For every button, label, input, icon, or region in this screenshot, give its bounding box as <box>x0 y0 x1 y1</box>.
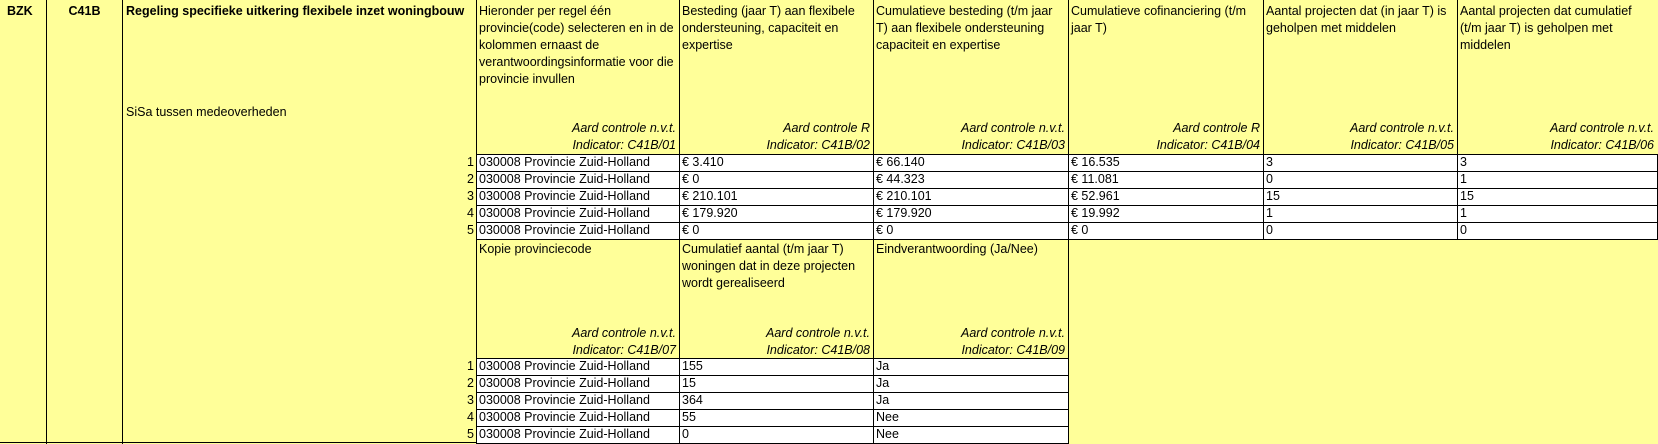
control-label: Aard controle n.v.t. <box>766 326 870 340</box>
control-label: Aard controle n.v.t. <box>572 326 676 340</box>
province-cell[interactable]: 030008 Provincie Zuid-Holland <box>476 188 680 206</box>
regulation-subtitle: SiSa tussen medeoverheden <box>126 105 287 119</box>
input-cell[interactable]: € 0 <box>679 222 874 240</box>
input-cell[interactable]: € 0 <box>873 222 1069 240</box>
input-cell[interactable]: € 0 <box>1068 222 1264 240</box>
input-cell[interactable]: € 66.140 <box>873 154 1069 172</box>
control-label: Aard controle R <box>1173 121 1260 135</box>
header-besteding: Besteding (jaar T) aan flexibele ondersteuning, capaciteit en expertise <box>682 4 855 52</box>
province-cell[interactable]: 030008 Provincie Zuid-Holland <box>476 426 680 444</box>
province-cell[interactable]: 030008 Provincie Zuid-Holland <box>476 392 680 410</box>
input-cell[interactable]: € 52.961 <box>1068 188 1264 206</box>
control-label: Aard controle n.v.t. <box>961 326 1065 340</box>
input-cell[interactable]: € 179.920 <box>873 205 1069 223</box>
input-cell[interactable]: 0 <box>1263 171 1458 189</box>
input-cell[interactable]: 0 <box>1457 222 1658 240</box>
input-cell[interactable]: € 11.081 <box>1068 171 1264 189</box>
input-cell[interactable]: 15 <box>1457 188 1658 206</box>
control-label: Aard controle n.v.t. <box>961 121 1065 135</box>
input-cell[interactable]: Ja <box>873 375 1069 393</box>
indicator-label: Indicator: C41B/03 <box>961 138 1065 152</box>
header-projecten-jaar: Aantal projecten dat (in jaar T) is geholpen met middelen <box>1266 4 1447 35</box>
input-cell[interactable]: € 210.101 <box>679 188 874 206</box>
column-divider <box>1068 238 1069 359</box>
row-number: 5 <box>467 427 474 441</box>
input-cell[interactable]: Nee <box>873 426 1069 444</box>
input-cell[interactable]: 0 <box>679 426 874 444</box>
control-label: Aard controle n.v.t. <box>572 121 676 135</box>
province-cell[interactable]: 030008 Provincie Zuid-Holland <box>476 154 680 172</box>
input-cell[interactable]: 364 <box>679 392 874 410</box>
input-cell[interactable]: 155 <box>679 358 874 376</box>
province-cell[interactable]: 030008 Provincie Zuid-Holland <box>476 222 680 240</box>
row-number: 2 <box>467 172 474 186</box>
control-label: Aard controle n.v.t. <box>1550 121 1654 135</box>
input-cell[interactable]: 0 <box>1263 222 1458 240</box>
column-divider <box>46 0 47 444</box>
indicator-label: Indicator: C41B/05 <box>1350 138 1454 152</box>
indicator-label: Indicator: C41B/02 <box>766 138 870 152</box>
input-cell[interactable]: 3 <box>1457 154 1658 172</box>
header-cumulatief-woningen: Cumulatief aantal (t/m jaar T) woningen dat in deze projecten wordt gerealiseerd <box>682 242 856 290</box>
input-cell[interactable]: 15 <box>1263 188 1458 206</box>
column-divider <box>1068 0 1069 154</box>
header-kopie-provinciecode: Kopie provinciecode <box>479 242 592 256</box>
input-cell[interactable]: € 179.920 <box>679 205 874 223</box>
header-cumulatieve-besteding: Cumulatieve besteding (t/m jaar T) aan flexibele ondersteuning capaciteit en expertise <box>876 4 1053 52</box>
indicator-label: Indicator: C41B/01 <box>572 138 676 152</box>
province-cell[interactable]: 030008 Provincie Zuid-Holland <box>476 171 680 189</box>
control-label: Aard controle n.v.t. <box>1350 121 1454 135</box>
input-cell[interactable]: € 16.535 <box>1068 154 1264 172</box>
regulation-title: Regeling specifieke uitkering flexibele inzet woningbouw <box>126 4 465 18</box>
row-number: 4 <box>467 410 474 424</box>
input-cell[interactable]: 1 <box>1263 205 1458 223</box>
input-cell[interactable]: 1 <box>1457 205 1658 223</box>
province-cell[interactable]: 030008 Provincie Zuid-Holland <box>476 358 680 376</box>
input-cell[interactable]: 15 <box>679 375 874 393</box>
column-divider <box>873 0 874 154</box>
input-cell[interactable]: € 210.101 <box>873 188 1069 206</box>
input-cell[interactable]: Ja <box>873 392 1069 410</box>
province-cell[interactable]: 030008 Provincie Zuid-Holland <box>476 409 680 427</box>
province-cell[interactable]: 030008 Provincie Zuid-Holland <box>476 205 680 223</box>
row-number: 3 <box>467 189 474 203</box>
column-divider <box>122 0 123 444</box>
row-number: 1 <box>467 359 474 373</box>
input-cell[interactable]: € 0 <box>679 171 874 189</box>
header-eindverantwoording: Eindverantwoording (Ja/Nee) <box>876 242 1038 256</box>
header-cofinanciering: Cumulatieve cofinanciering (t/m jaar T) <box>1071 4 1247 35</box>
input-cell[interactable]: € 3.410 <box>679 154 874 172</box>
indicator-label: Indicator: C41B/06 <box>1550 138 1654 152</box>
row-number: 3 <box>467 393 474 407</box>
province-cell[interactable]: 030008 Provincie Zuid-Holland <box>476 375 680 393</box>
column-divider <box>1263 0 1264 154</box>
column-divider <box>679 0 680 154</box>
indicator-label: Indicator: C41B/07 <box>572 343 676 357</box>
indicator-label: Indicator: C41B/08 <box>766 343 870 357</box>
input-cell[interactable]: Ja <box>873 358 1069 376</box>
column-divider <box>1457 0 1458 154</box>
input-cell[interactable]: 55 <box>679 409 874 427</box>
input-cell[interactable]: Nee <box>873 409 1069 427</box>
indicator-label: Indicator: C41B/04 <box>1156 138 1260 152</box>
input-cell[interactable]: 1 <box>1457 171 1658 189</box>
row-number: 2 <box>467 376 474 390</box>
row-number: 5 <box>467 223 474 237</box>
row-number: 1 <box>467 155 474 169</box>
column-divider <box>679 238 680 359</box>
regulation-code: C41B <box>68 4 101 18</box>
indicator-label: Indicator: C41B/09 <box>961 343 1065 357</box>
column-divider <box>873 238 874 359</box>
row-number: 4 <box>467 206 474 220</box>
control-label: Aard controle R <box>783 121 870 135</box>
input-cell[interactable]: € 19.992 <box>1068 205 1264 223</box>
header-provincie: Hieronder per regel één provincie(code) selecteren en in de kolommen ernaast de verantwoordingsinformatie voor die provincie invullen <box>479 4 674 86</box>
input-cell[interactable]: 3 <box>1263 154 1458 172</box>
bottom-border <box>0 442 476 443</box>
ministry-code: BZK <box>7 4 33 18</box>
input-cell[interactable]: € 44.323 <box>873 171 1069 189</box>
header-projecten-cumulatief: Aantal projecten dat cumulatief (t/m jaar T) is geholpen met middelen <box>1460 4 1632 52</box>
